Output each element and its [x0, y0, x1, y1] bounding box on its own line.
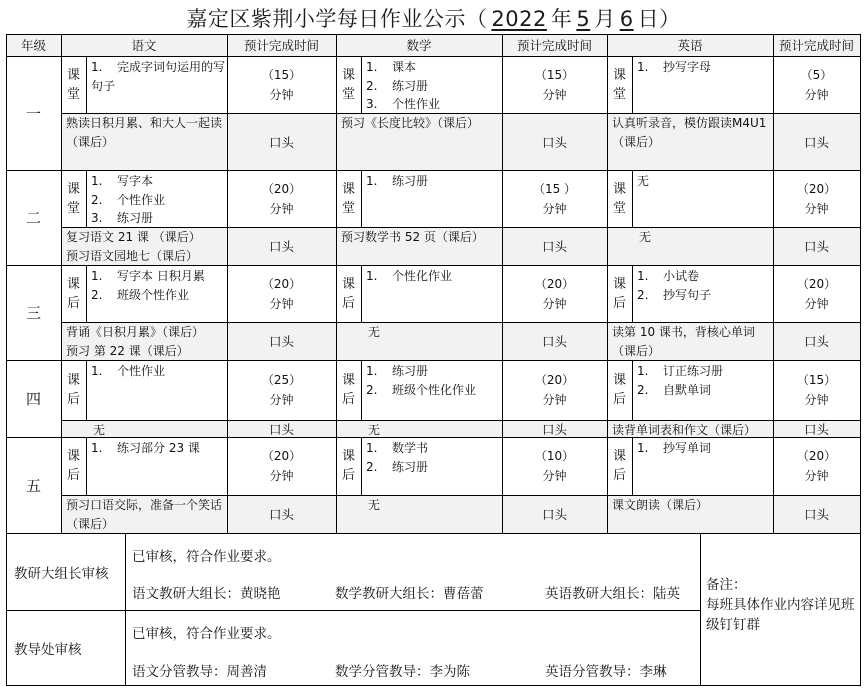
time-minutes: （20）: [796, 276, 837, 291]
chinese-session-tag: [61, 437, 86, 495]
english-task-list: [632, 437, 773, 495]
chinese-task-list: [86, 360, 227, 420]
time-minutes: （10）: [534, 449, 575, 463]
task-text: 无: [637, 174, 650, 188]
time-unit: 分钟: [269, 201, 294, 216]
notes-box: [700, 575, 860, 635]
task-text: 数学书: [392, 441, 429, 455]
task-number: 1.: [366, 60, 378, 74]
task-item: [637, 172, 773, 191]
english-after-class-task: [607, 420, 773, 437]
time-minutes: （20）: [261, 449, 302, 463]
after-class-text: 复习语文 21 课 （课后）: [66, 230, 201, 244]
english-after-class-time: 口头: [803, 421, 829, 437]
office-math-supervisor: 数学分管教导：李为陈: [335, 664, 470, 680]
table-rule: [125, 533, 126, 686]
table-rule: [6, 685, 861, 686]
office-review-label: 教导处审核: [14, 641, 82, 658]
header-math-time: 预计完成时间: [502, 34, 607, 56]
title-year: 2022: [491, 7, 547, 31]
chinese-after-class-task: [61, 322, 227, 360]
table-rule: [773, 34, 774, 534]
research-review-label: 教研大组长审核: [14, 565, 109, 582]
task-number: 3.: [91, 211, 103, 225]
task-item: [366, 439, 502, 458]
table-rule: [86, 437, 87, 496]
task-text: 练习部分 23 课: [117, 441, 200, 455]
math-after-class-task: [336, 495, 502, 533]
task-number: 2.: [91, 287, 103, 302]
header-english: 英语: [607, 34, 773, 56]
english-session-tag: [607, 437, 632, 495]
task-text: 个性作业: [117, 192, 166, 207]
task-item: [91, 209, 227, 228]
task-text: 抄写句子: [663, 287, 712, 302]
math-task-list: [361, 265, 502, 322]
header-chinese: 语文: [61, 34, 227, 56]
task-item: [366, 381, 502, 400]
math-estimated-time: [502, 265, 607, 322]
math-after-class-time: 口头: [541, 507, 567, 522]
task-item: [91, 267, 227, 286]
task-item: [366, 458, 502, 477]
task-text: 个性作业: [117, 364, 166, 378]
table-rule: [86, 360, 87, 421]
office-review-status: 已审核，符合作业要求。: [132, 626, 281, 642]
task-number: 1.: [366, 174, 378, 188]
english-after-class-task: [607, 322, 773, 360]
task-text: 练习册: [392, 364, 429, 378]
after-class-text: 无: [368, 325, 381, 339]
table-rule: [61, 34, 62, 534]
chinese-estimated-time: [227, 170, 336, 227]
task-text: 抄写字母: [663, 60, 712, 74]
math-after-class-task: [336, 227, 502, 265]
session-tag-char: 后: [66, 295, 80, 311]
task-number: 1.: [637, 441, 649, 455]
time-unit: 分钟: [542, 393, 567, 407]
time-unit: 分钟: [542, 87, 567, 102]
after-class-text: 预习口语交际，准备一个笑话（课后）: [66, 498, 223, 531]
english-after-class-task: [607, 227, 773, 265]
math-session-tag: [336, 170, 361, 227]
english-estimated-time: [773, 360, 860, 420]
table-rule: [607, 34, 608, 534]
title-suffix: ）: [659, 7, 681, 31]
math-session-tag: [336, 265, 361, 322]
task-item: [366, 267, 502, 286]
task-text: 自默单词: [663, 382, 712, 397]
task-item: [91, 172, 227, 191]
table-rule: [632, 56, 633, 114]
task-text: 抄写单词: [663, 441, 712, 455]
time-minutes: （20）: [796, 181, 837, 196]
table-rule: [502, 34, 503, 534]
chinese-after-class-task: [61, 495, 227, 533]
session-tag-char: 后: [66, 468, 80, 483]
task-item: [637, 58, 773, 77]
chinese-task-list: [86, 170, 227, 227]
table-rule: [361, 437, 362, 496]
math-after-class-task: [336, 322, 502, 360]
session-tag-char: 课: [66, 373, 80, 388]
english-estimated-time: [773, 437, 860, 495]
grade-label: 一: [25, 104, 41, 123]
english-task-list: [632, 170, 773, 227]
math-after-class-time: 口头: [541, 421, 567, 437]
after-class-text: 无: [639, 230, 652, 244]
math-task-list: [361, 360, 502, 420]
session-tag-char: 后: [612, 295, 626, 311]
office-english-supervisor: 英语分管教导：李琳: [545, 664, 667, 680]
grade-label: 二: [25, 209, 41, 227]
task-item: [366, 77, 502, 96]
table-rule: [6, 170, 861, 171]
task-number: 1.: [91, 441, 103, 455]
math-estimated-time: [502, 56, 607, 113]
after-class-text: 无: [93, 423, 106, 437]
time-minutes: （20）: [261, 276, 302, 291]
task-number: 1.: [91, 60, 103, 74]
session-tag-char: 堂: [341, 200, 355, 216]
session-tag-char: 课: [66, 67, 80, 83]
math-after-class-time: 口头: [541, 239, 567, 254]
table-rule: [86, 170, 87, 228]
english-session-tag: [607, 170, 632, 227]
english-task-list: [632, 265, 773, 322]
table-rule: [61, 322, 861, 323]
task-number: 2.: [366, 382, 378, 397]
english-after-class-time: 口头: [803, 334, 829, 349]
table-rule: [61, 227, 861, 228]
time-minutes: （20）: [261, 181, 302, 196]
session-tag-char: 课: [341, 67, 355, 83]
english-task-list: [632, 360, 773, 420]
session-tag-char: 后: [341, 295, 355, 311]
table-rule: [227, 34, 228, 534]
chinese-after-class-task: [61, 420, 227, 437]
notes-text: 每班具体作业内容详见班级钉钉群: [706, 597, 855, 633]
task-item: [91, 286, 227, 305]
english-estimated-time: [773, 170, 860, 227]
math-session-tag: [336, 56, 361, 113]
task-text: 小试卷: [663, 269, 700, 283]
session-tag-char: 课: [341, 181, 355, 197]
time-unit: 分钟: [542, 469, 567, 483]
session-tag-char: 后: [612, 468, 626, 483]
english-estimated-time: [773, 56, 860, 113]
time-unit: 分钟: [269, 393, 294, 407]
title-month: 5: [576, 7, 591, 31]
math-session-tag: [336, 437, 361, 495]
task-item: [366, 172, 502, 191]
header-chinese-time: 预计完成时间: [227, 34, 336, 56]
chinese-session-tag: [61, 170, 86, 227]
table-rule: [6, 533, 861, 534]
task-text: 完成字词句运用的写句子: [91, 60, 226, 93]
table-rule: [6, 265, 861, 266]
task-text: 个性化作业: [392, 269, 453, 283]
task-item: [91, 439, 227, 458]
after-class-text-2: 预习 第 22 课（课后）: [66, 344, 189, 358]
task-number: 1.: [637, 60, 649, 74]
after-class-text-2: 预习语文园地七（课后）: [66, 249, 199, 263]
english-session-tag: [607, 360, 632, 420]
task-text: 练习册: [392, 78, 429, 93]
time-unit: 分钟: [542, 296, 567, 311]
time-minutes: （5）: [800, 67, 833, 82]
chinese-session-tag: [61, 265, 86, 322]
after-class-text: 读第 10 课书，背核心单词: [612, 325, 755, 339]
session-tag-char: 课: [341, 449, 355, 464]
table-rule: [336, 34, 337, 534]
table-rule: [61, 420, 861, 421]
task-text: 练习册: [392, 459, 429, 474]
time-minutes: （15 ）: [532, 181, 577, 196]
chinese-estimated-time: [227, 265, 336, 322]
title-day: 6: [619, 7, 634, 31]
math-task-list: [361, 437, 502, 495]
chinese-after-class-task: [61, 227, 227, 265]
chinese-estimated-time: [227, 56, 336, 113]
table-rule: [860, 34, 861, 686]
time-unit: 分钟: [269, 87, 294, 102]
after-class-text: 熟读日积月累、和大人一起读（课后）: [66, 116, 223, 149]
task-item: [637, 381, 773, 400]
chinese-after-class-task: [61, 113, 227, 170]
task-number: 2.: [637, 382, 649, 397]
session-tag-char: 课: [612, 373, 626, 388]
table-rule: [632, 170, 633, 228]
session-tag-char: 堂: [341, 86, 355, 102]
chinese-task-list: [86, 56, 227, 113]
time-unit: 分钟: [269, 469, 294, 483]
time-minutes: （20）: [534, 373, 575, 387]
task-item: [91, 58, 227, 95]
grade-label: 四: [25, 390, 41, 408]
session-tag-char: 课: [612, 181, 626, 197]
task-number: 1.: [91, 364, 103, 378]
time-unit: 分钟: [269, 296, 294, 311]
session-tag-char: 堂: [66, 200, 80, 216]
grade-label: 五: [25, 476, 41, 495]
math-estimated-time: [502, 437, 607, 495]
chinese-session-tag: [61, 56, 86, 113]
after-class-text: 背诵《日积月累》（课后）: [66, 325, 205, 339]
time-unit: 分钟: [542, 201, 567, 216]
table-rule: [61, 113, 861, 114]
time-minutes: （20）: [796, 449, 837, 463]
task-item: [366, 95, 502, 114]
chinese-task-list: [86, 437, 227, 495]
after-class-text: 认真听录音，模仿跟读M4U1（课后）: [612, 116, 767, 149]
time-minutes: （15）: [534, 67, 575, 82]
session-tag-char: 课: [612, 67, 626, 83]
task-item: [91, 191, 227, 210]
session-tag-char: 堂: [612, 86, 626, 102]
table-rule: [632, 437, 633, 496]
session-tag-char: 课: [66, 276, 80, 292]
english-session-tag: [607, 56, 632, 113]
english-after-class-task: [607, 113, 773, 170]
time-unit: 分钟: [804, 201, 829, 216]
math-after-class-task: [336, 420, 502, 437]
task-item: [637, 362, 773, 381]
table-rule: [86, 265, 87, 323]
chinese-estimated-time: [227, 437, 336, 495]
task-number: 1.: [366, 364, 378, 378]
chinese-after-class-time: 口头: [268, 239, 294, 254]
task-number: 2.: [637, 287, 649, 302]
after-class-text: 预习数学书 52 页（课后）: [341, 230, 484, 244]
after-class-text-2: （课后）: [612, 344, 661, 358]
task-item: [366, 362, 502, 381]
table-rule: [6, 437, 861, 438]
title-year-unit: 年: [550, 7, 573, 31]
chinese-task-list: [86, 265, 227, 322]
math-session-tag: [336, 360, 361, 420]
session-tag-char: 课: [66, 449, 80, 464]
time-unit: 分钟: [804, 296, 829, 311]
english-after-class-time: 口头: [803, 239, 829, 254]
chinese-after-class-time: 口头: [268, 334, 294, 349]
english-task-list: [632, 56, 773, 113]
session-tag-char: 课: [612, 276, 626, 292]
task-number: 3.: [366, 97, 378, 111]
english-after-class-time: 口头: [803, 134, 829, 150]
task-text: 写字本 日积月累: [117, 269, 205, 283]
table-rule: [361, 56, 362, 114]
session-tag-char: 课: [612, 449, 626, 464]
session-tag-char: 后: [66, 392, 80, 407]
task-number: 1.: [366, 269, 378, 283]
time-unit: 分钟: [804, 87, 829, 102]
math-after-class-time: 口头: [541, 134, 567, 150]
header-english-time: 预计完成时间: [773, 34, 860, 56]
time-minutes: （20）: [534, 276, 575, 291]
task-item: [91, 362, 227, 381]
after-class-text: 预习《长度比较》（课后）: [341, 116, 480, 130]
after-class-text: 无: [368, 498, 381, 512]
page-title: [0, 3, 867, 33]
session-tag-char: 课: [341, 276, 355, 292]
session-tag-char: 堂: [66, 86, 80, 102]
english-after-class-time: 口头: [803, 507, 829, 522]
english-estimated-time: [773, 265, 860, 322]
title-text: 嘉定区紫荆小学每日作业公示（: [186, 7, 488, 31]
task-text: 班级个性化作业: [392, 382, 477, 397]
task-number: 1.: [366, 441, 378, 455]
task-item: [637, 439, 773, 458]
task-number: 1.: [91, 174, 103, 188]
notes-label: 备注：: [706, 577, 747, 593]
session-tag-char: 后: [341, 468, 355, 483]
session-tag-char: 课: [66, 181, 80, 197]
title-month-unit: 月: [594, 7, 616, 31]
task-text: 个性作业: [392, 97, 441, 111]
task-number: 2.: [91, 192, 103, 207]
after-class-text: 课文朗读（课后）: [612, 498, 709, 512]
table-rule: [361, 265, 362, 323]
research-english-leader: 英语教研大组长：陆英: [545, 586, 680, 602]
time-minutes: （25）: [261, 373, 302, 387]
task-text: 订正练习册: [663, 364, 724, 378]
research-math-leader: 数学教研大组长：曹蓓蕾: [335, 586, 484, 602]
task-text: 课本: [392, 60, 417, 74]
table-rule: [361, 360, 362, 421]
table-rule: [6, 34, 861, 35]
english-session-tag: [607, 265, 632, 322]
task-text: 班级个性作业: [117, 287, 190, 302]
task-number: 2.: [366, 459, 378, 474]
table-rule: [6, 56, 861, 57]
english-after-class-task: [607, 495, 773, 533]
session-tag-char: 课: [341, 373, 355, 388]
session-tag-char: 后: [341, 392, 355, 407]
table-rule: [632, 265, 633, 323]
chinese-after-class-time: 口头: [268, 507, 294, 522]
office-chinese-supervisor: 语文分管教导：周善清: [132, 664, 267, 680]
research-review-status: 已审核，符合作业要求。: [132, 549, 281, 565]
session-tag-char: 堂: [612, 200, 626, 216]
time-unit: 分钟: [804, 393, 829, 407]
chinese-estimated-time: [227, 360, 336, 420]
task-item: [366, 58, 502, 77]
after-class-text: 无: [368, 423, 381, 437]
task-item: [637, 286, 773, 305]
table-rule: [61, 495, 861, 496]
after-class-text: 读背单词表和作文（课后）: [612, 423, 757, 437]
research-chinese-leader: 语文教研大组长：黄晓艳: [132, 586, 281, 602]
table-rule: [86, 56, 87, 114]
task-number: 2.: [366, 78, 378, 93]
task-number: 1.: [91, 269, 103, 283]
task-text: 练习册: [117, 211, 154, 225]
math-after-class-time: 口头: [541, 334, 567, 349]
header-grade: 年级: [6, 34, 61, 56]
time-unit: 分钟: [804, 469, 829, 483]
math-task-list: [361, 170, 502, 227]
task-number: 1.: [637, 269, 649, 283]
table-rule: [632, 360, 633, 421]
grade-label: 三: [25, 304, 41, 322]
time-minutes: （15）: [261, 67, 302, 82]
header-math: 数学: [336, 34, 502, 56]
time-minutes: （15）: [796, 373, 837, 387]
table-rule: [361, 170, 362, 228]
chinese-after-class-time: 口头: [268, 134, 294, 150]
chinese-session-tag: [61, 360, 86, 420]
task-number: 1.: [637, 364, 649, 378]
task-text: 练习册: [392, 174, 429, 188]
session-tag-char: 后: [612, 392, 626, 407]
math-estimated-time: [502, 360, 607, 420]
math-after-class-task: [336, 113, 502, 170]
math-estimated-time: [502, 170, 607, 227]
task-item: [637, 267, 773, 286]
task-text: 写字本: [117, 174, 154, 188]
table-rule: [6, 360, 861, 361]
chinese-after-class-time: 口头: [268, 421, 294, 437]
title-day-unit: 日: [637, 7, 660, 31]
math-task-list: [361, 56, 502, 113]
